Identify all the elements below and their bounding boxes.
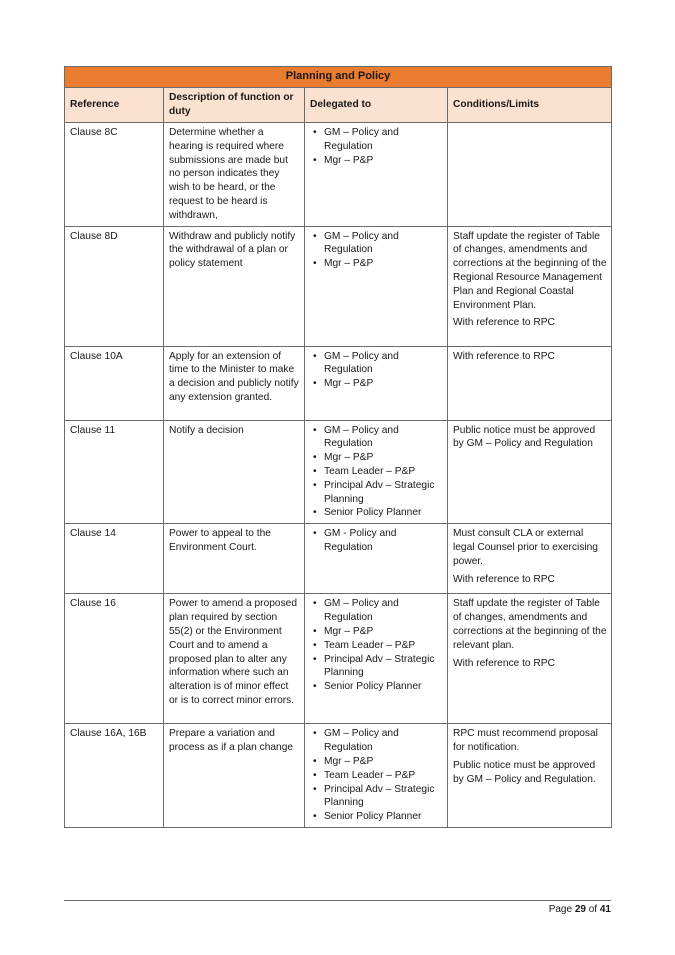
delegations-table [64, 66, 612, 828]
table-row [65, 226, 612, 346]
delegate-item: • GM – Policy and Regulation [324, 230, 443, 258]
delegate-item: • Team Leader – P&P [324, 465, 443, 479]
condition-text: Must consult CLA or external legal Counsel prior to exercising power. [453, 528, 598, 567]
table-row [65, 594, 612, 724]
cell-conditions [448, 420, 612, 524]
delegate-list [310, 597, 443, 694]
cell-reference: Clause 16A, 16B [65, 724, 164, 828]
cell-reference: Clause 10A [65, 346, 164, 420]
condition-text: Staff update the register of Table of changes, amendments and corrections at the beginning of the relevant plan. [453, 598, 607, 651]
header-conditions: Conditions/Limits [448, 88, 612, 123]
cell-conditions [448, 594, 612, 724]
cell-delegated-to [305, 346, 448, 420]
delegate-item: • Senior Policy Planner [324, 506, 443, 520]
cell-conditions [448, 123, 612, 227]
condition-text: RPC must recommend proposal for notification. [453, 728, 598, 754]
condition-text: With reference to RPC [453, 573, 555, 585]
delegate-list [310, 727, 443, 824]
table-title: Planning and Policy [65, 67, 612, 88]
delegate-item: • Team Leader – P&P [324, 769, 443, 783]
cell-description: Prepare a variation and process as if a plan change [164, 724, 305, 828]
cell-description: Determine whether a hearing is required where submissions are made but no person indicates they wish to be heard, or the request to be heard is withdrawn, [164, 123, 305, 227]
table-body [65, 123, 612, 828]
cell-conditions [448, 226, 612, 346]
of-label: of [588, 904, 598, 915]
delegate-list [310, 126, 443, 167]
condition-text: With reference to RPC [453, 350, 555, 362]
delegate-item: • Mgr – P&P [324, 377, 443, 391]
cell-delegated-to [305, 123, 448, 227]
cell-reference: Clause 8D [65, 226, 164, 346]
condition-text: Public notice must be approved by GM – Policy and Regulation [453, 424, 596, 450]
page-footer [549, 904, 611, 915]
delegate-item: • Mgr – P&P [324, 755, 443, 769]
delegate-item: • Senior Policy Planner [324, 810, 443, 824]
delegate-item: • GM – Policy and Regulation [324, 126, 443, 154]
cell-delegated-to [305, 420, 448, 524]
cell-reference: Clause 16 [65, 594, 164, 724]
table-row [65, 420, 612, 524]
cell-reference: Clause 8C [65, 123, 164, 227]
table-row [65, 346, 612, 420]
delegate-item: • Mgr – P&P [324, 625, 443, 639]
delegate-item: • Mgr – P&P [324, 451, 443, 465]
condition-text: With reference to RPC [453, 657, 555, 669]
delegate-list [310, 527, 443, 555]
footer-divider [64, 900, 611, 901]
delegate-list [310, 350, 443, 391]
condition-text: Staff update the register of Table of changes, amendments and corrections at the beginning of the Regional Resource Management Plan and Regional Coastal Environment Plan. [453, 230, 607, 311]
delegate-item: • Principal Adv – Strategic Planning [324, 653, 443, 681]
total-pages: 41 [599, 904, 611, 915]
cell-description: Power to appeal to the Environment Court. [164, 524, 305, 594]
delegate-item: • Principal Adv – Strategic Planning [324, 783, 443, 811]
delegate-list [310, 424, 443, 521]
delegate-item: • GM – Policy and Regulation [324, 727, 443, 755]
cell-conditions [448, 346, 612, 420]
header-reference: Reference [65, 88, 164, 123]
delegate-item: • Mgr – P&P [324, 257, 443, 271]
page-number: 29 [574, 904, 586, 915]
delegate-item: • GM – Policy and Regulation [324, 424, 443, 452]
cell-reference: Clause 11 [65, 420, 164, 524]
condition-text: Public notice must be approved by GM – Policy and Regulation. [453, 759, 596, 785]
delegate-item: • Mgr – P&P [324, 154, 443, 168]
table-row [65, 123, 612, 227]
header-delegated-to: Delegated to [305, 88, 448, 123]
cell-description: Withdraw and publicly notify the withdrawal of a plan or policy statement [164, 226, 305, 346]
cell-description: Notify a decision [164, 420, 305, 524]
cell-delegated-to [305, 724, 448, 828]
cell-delegated-to [305, 594, 448, 724]
delegate-item: • Senior Policy Planner [324, 680, 443, 694]
cell-reference: Clause 14 [65, 524, 164, 594]
cell-delegated-to [305, 524, 448, 594]
table-row [65, 724, 612, 828]
cell-description: Apply for an extension of time to the Minister to make a decision and publicly notify any extension granted. [164, 346, 305, 420]
delegate-item: • GM - Policy and Regulation [324, 527, 443, 555]
cell-delegated-to [305, 226, 448, 346]
cell-conditions [448, 724, 612, 828]
cell-conditions [448, 524, 612, 594]
page-label: Page [548, 904, 573, 915]
cell-description: Power to amend a proposed plan required by section 55(2) or the Environment Court and to amend a proposed plan to alter any information where such an alteration is of minor effect or is to correct minor errors. [164, 594, 305, 724]
condition-text: With reference to RPC [453, 317, 555, 329]
table-row [65, 524, 612, 594]
delegate-item: • GM – Policy and Regulation [324, 597, 443, 625]
delegate-item: • Principal Adv – Strategic Planning [324, 479, 443, 507]
delegate-item: • Team Leader – P&P [324, 639, 443, 653]
header-description: Description of function or duty [164, 88, 305, 123]
delegate-item: • GM – Policy and Regulation [324, 350, 443, 378]
delegate-list [310, 230, 443, 271]
